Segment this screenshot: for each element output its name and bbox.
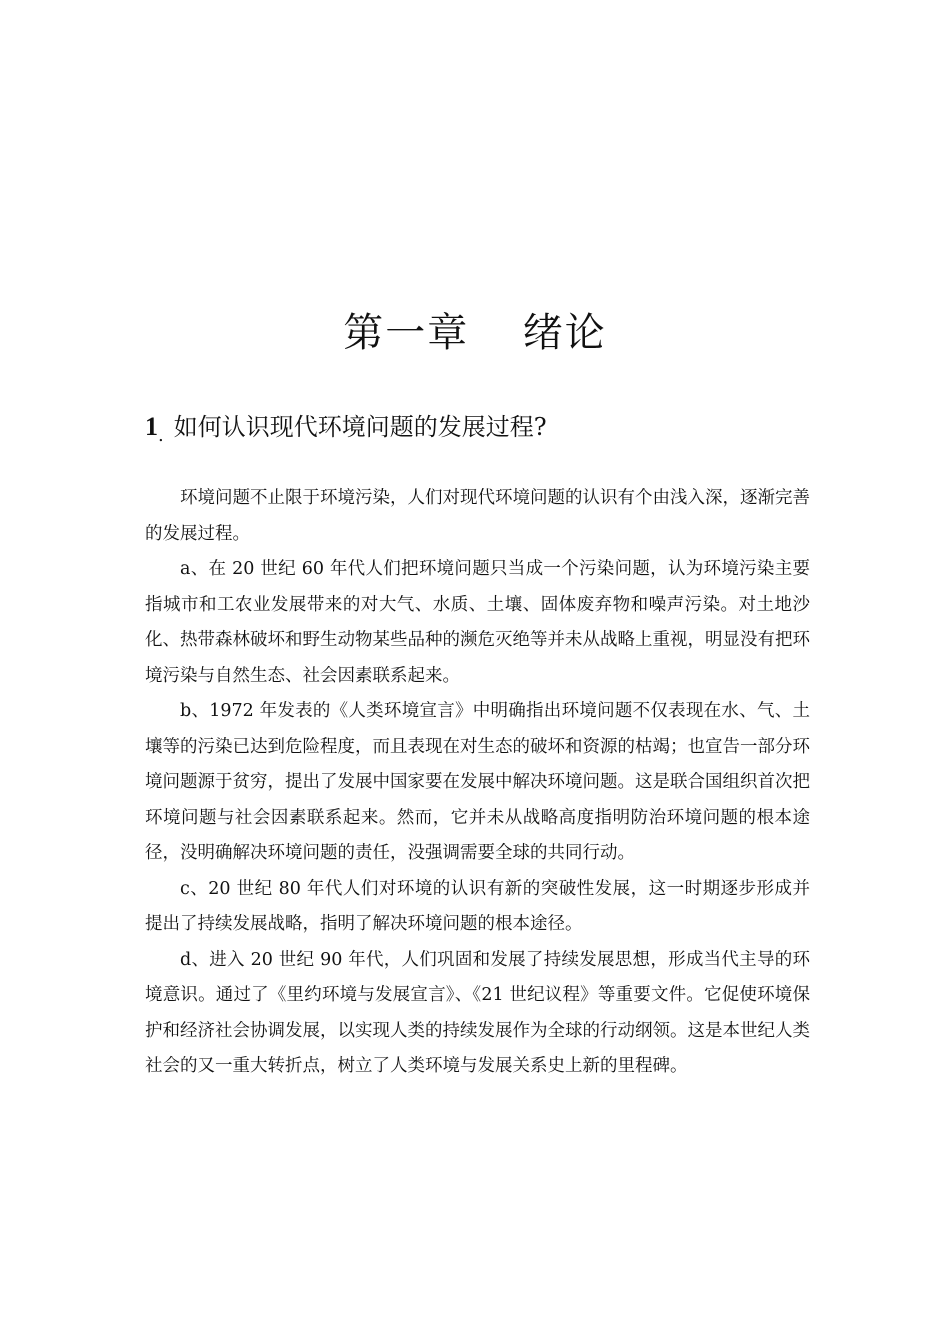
question-number: 1 bbox=[145, 412, 158, 441]
paragraph-b: b、1972 年发表的《人类环境宣言》中明确指出环境问题不仅表现在水、气、土壤等的污染已达到危险程度，而且表现在对生态的破坏和资源的枯竭；也宣告一部分环境问题源于贫穷，提出了发展中国家要在发展中解决环境问题。这是联合国组织首次把环境问题与社会因素联系起来。然而，它并未从战略高度指明防治环境问题的根本途径，没明确解决环境问题的责任，没强调需要全球的共同行动。 bbox=[145, 701, 810, 863]
paragraph-a: a、在 20 世纪 60 年代人们把环境问题只当成一个污染问题，认为环境污染主要指城市和工农业发展带来的对大气、水质、土壤、固体废弃物和噪声污染。对土地沙化、热带森林破坏和野生动物某些品种的濒危灭绝等并未从战略上重视，明显没有把环境污染与自然生态、社会因素联系起来。 bbox=[145, 559, 810, 686]
question-heading bbox=[145, 409, 825, 454]
chapter-title: 第一章 绪论 bbox=[343, 310, 607, 356]
question-number-separator: . bbox=[158, 425, 164, 446]
paragraph-intro: 环境问题不止限于环境污染，人们对现代环境问题的认识有个由浅入深，逐渐完善的发展过程。 bbox=[145, 488, 810, 544]
paragraph-d: d、进入 20 世纪 90 年代，人们巩固和发展了持续发展思想，形成当代主导的环境意识。通过了《里约环境与发展宣言》、《21 世纪议程》等重要文件。它促使环境保护和经济社会协调发展，以实现人类的持续发展作为全球的行动纲领。这是本世纪人类社会的又一重大转折点，树立了人类环境与发展关系史上新的里程碑。 bbox=[145, 949, 810, 1076]
answer-body bbox=[145, 481, 810, 1085]
paragraph-c: c、20 世纪 80 年代人们对环境的认识有新的突破性发展，这一时期逐步形成并提出了持续发展战略，指明了解决环境问题的根本途径。 bbox=[145, 878, 810, 934]
question-text: 如何认识现代环境问题的发展过程? bbox=[173, 413, 547, 441]
